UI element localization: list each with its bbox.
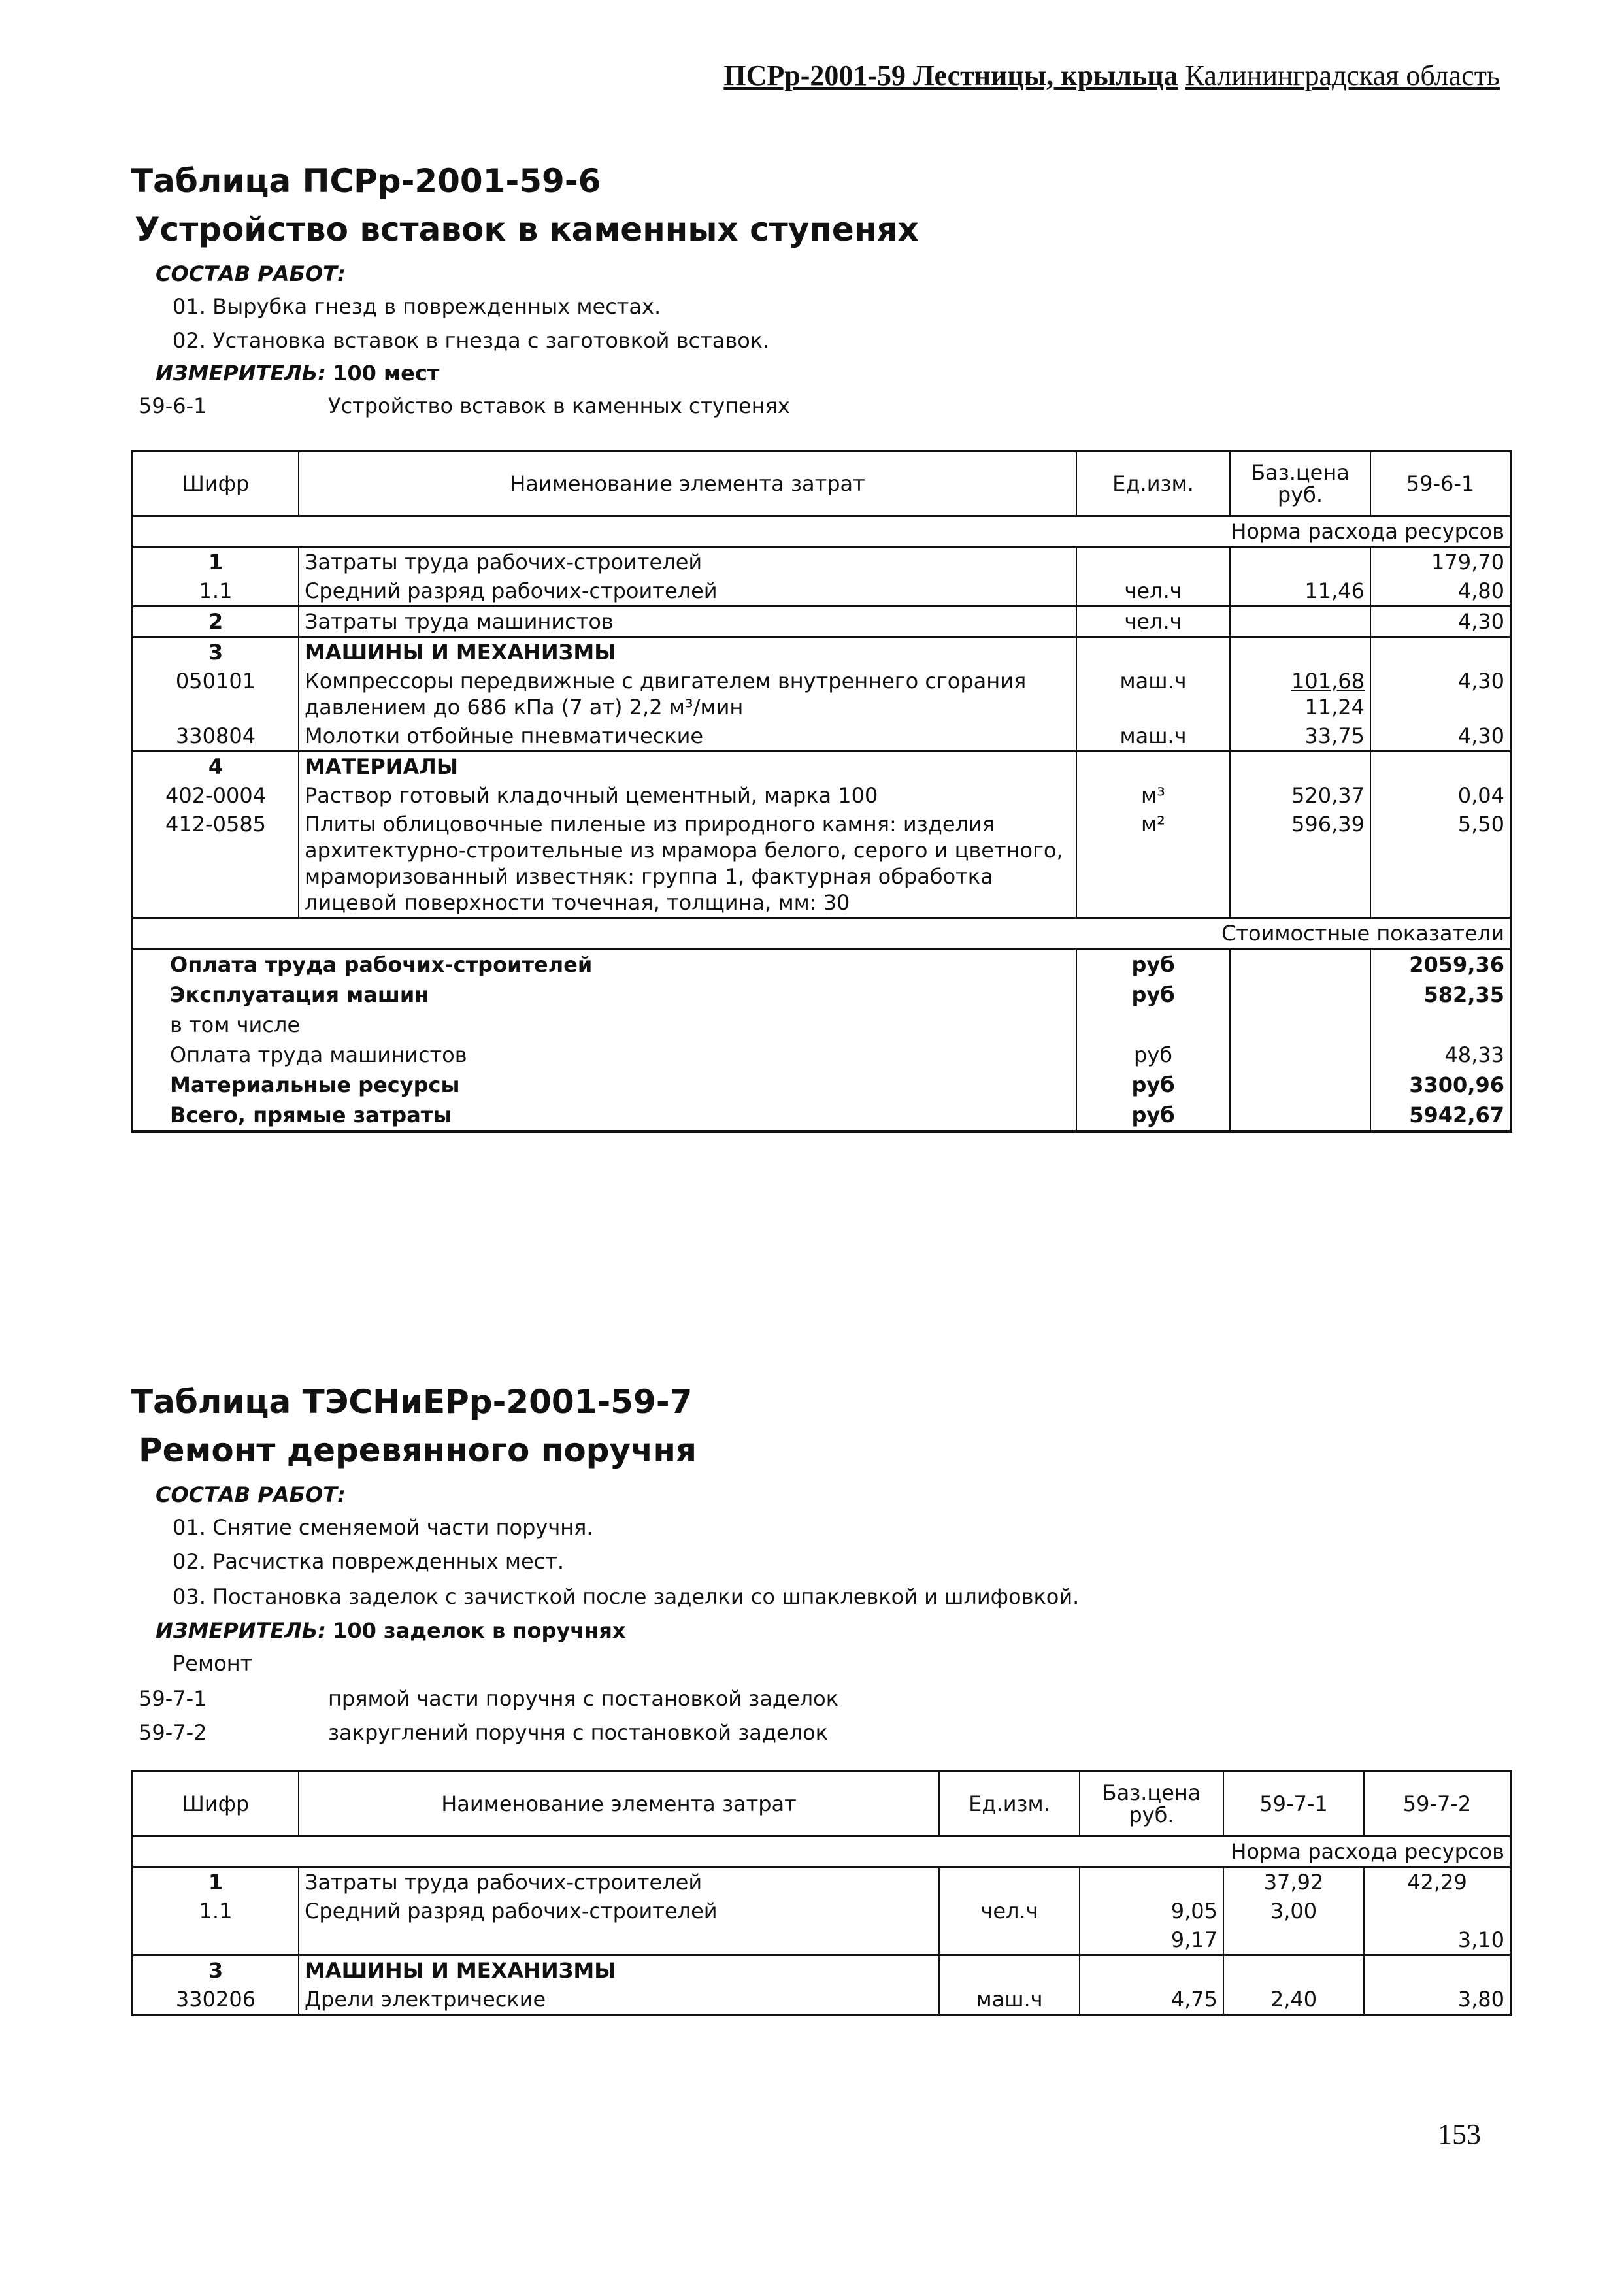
total-row — [132, 980, 1511, 1010]
col-header: Баз.цена руб. — [1080, 1771, 1223, 1837]
cell-unit: чел.ч — [939, 1897, 1080, 1925]
norm-label: Норма расхода ресурсов — [132, 516, 1511, 547]
total-name: в том числе — [132, 1010, 1076, 1040]
cell-code — [132, 1925, 299, 1955]
table-row — [132, 1867, 1511, 1897]
cell-value — [1223, 1955, 1364, 1986]
izmeritel-label: ИЗМЕРИТЕЛЬ: — [156, 361, 326, 386]
total-name: Материальные ресурсы — [132, 1070, 1076, 1100]
cell-code: 050101 — [132, 667, 299, 722]
code-desc: закруглений поручня с постановкой заделок — [328, 1720, 828, 1745]
price-value: 101,68 — [1291, 669, 1365, 693]
cell-price: 11,46 — [1230, 576, 1370, 607]
total-row — [132, 949, 1511, 980]
total-price — [1230, 949, 1370, 980]
table2-step-1: 01. Снятие сменяемой части поручня. — [173, 1515, 593, 1540]
cell-unit — [1076, 752, 1230, 782]
cell-name: МАТЕРИАЛЫ — [299, 752, 1076, 782]
cell-value: 4,30 — [1370, 667, 1511, 722]
cell-value — [1364, 1955, 1511, 1986]
total-row — [132, 1100, 1511, 1131]
col-header: 59-6-1 — [1370, 451, 1511, 516]
col-header: Ед.изм. — [1076, 451, 1230, 516]
cell-unit — [939, 1867, 1080, 1897]
total-value: 3300,96 — [1370, 1070, 1511, 1100]
total-value — [1370, 1010, 1511, 1040]
cell-value: 42,29 — [1364, 1867, 1511, 1897]
col-header: Ед.изм. — [939, 1771, 1080, 1837]
cell-value: 3,00 — [1223, 1897, 1364, 1925]
cell-name: Затраты труда рабочих-строителей — [299, 1867, 939, 1897]
cell-price — [1230, 607, 1370, 637]
table2-norms — [131, 1770, 1512, 2016]
cell-value: 4,80 — [1370, 576, 1511, 607]
table-row — [132, 1985, 1511, 2015]
header-doc-ref: ПСРр-2001-59 Лестницы, крыльца — [723, 59, 1178, 91]
cell-price — [1080, 1955, 1223, 1986]
table2-title: Таблица ТЭСНиЕРр-2001-59-7 — [131, 1383, 693, 1421]
cell-name — [299, 1925, 939, 1955]
cell-unit: чел.ч — [1076, 607, 1230, 637]
cell-value: 3,80 — [1364, 1985, 1511, 2015]
table1-norms — [131, 450, 1512, 1133]
total-name: Эксплуатация машин — [132, 980, 1076, 1010]
price-value-2: 11,24 — [1304, 695, 1365, 720]
total-value: 2059,36 — [1370, 949, 1511, 980]
cost-label: Стоимостные показатели — [132, 918, 1511, 949]
code-desc: прямой части поручня с постановкой заделок — [328, 1686, 839, 1711]
cell-code: 1.1 — [132, 576, 299, 607]
cell-code: 3 — [132, 1955, 299, 1986]
cell-value: 2,40 — [1223, 1985, 1364, 2015]
total-price — [1230, 980, 1370, 1010]
cell-value: 4,30 — [1370, 607, 1511, 637]
total-name: Оплата труда машинистов — [132, 1040, 1076, 1070]
table-row — [132, 637, 1511, 667]
table2-subtitle: Ремонт деревянного поручня — [139, 1431, 697, 1469]
total-price — [1230, 1010, 1370, 1040]
cell-price — [1230, 667, 1370, 722]
cell-name: МАШИНЫ И МЕХАНИЗМЫ — [299, 1955, 939, 1986]
cell-value: 3,10 — [1364, 1925, 1511, 1955]
cell-code: 412-0585 — [132, 810, 299, 918]
total-value: 48,33 — [1370, 1040, 1511, 1070]
col-header: Шифр — [132, 451, 299, 516]
total-price — [1230, 1070, 1370, 1100]
table2-step-3: 03. Постановка заделок с зачисткой после заделки со шпаклевкой и шлифовкой. — [173, 1584, 1080, 1609]
table1-step-2: 02. Установка вставок в гнезда с заготовкой вставок. — [173, 328, 770, 353]
table-header-row — [132, 1771, 1511, 1837]
cell-name: Плиты облицовочные пиленые из природного камня: изделия архитектурно-строительные из мрамора белого, серого и цветного, мраморизованный известняк: группа 1, фактурная обработка лицевой поверхности точечная, толщина, мм: 30 — [299, 810, 1076, 918]
table2-group-label: Ремонт — [173, 1651, 253, 1676]
table-row — [132, 781, 1511, 810]
table-row — [132, 1897, 1511, 1925]
page-number: 153 — [1438, 2118, 1481, 2150]
total-unit: руб — [1076, 1070, 1230, 1100]
cell-code: 402-0004 — [132, 781, 299, 810]
table-header-row — [132, 451, 1511, 516]
cell-name: Молотки отбойные пневматические — [299, 722, 1076, 752]
table1-title: Таблица ПСРр-2001-59-6 — [131, 162, 601, 200]
cell-name: Средний разряд рабочих-строителей — [299, 1897, 939, 1925]
cell-value — [1370, 752, 1511, 782]
col-header: Баз.цена руб. — [1230, 451, 1370, 516]
cell-price: 520,37 — [1230, 781, 1370, 810]
cell-code: 2 — [132, 607, 299, 637]
cell-value — [1364, 1897, 1511, 1925]
table-row — [132, 752, 1511, 782]
total-unit: руб — [1076, 980, 1230, 1010]
cell-price — [1230, 547, 1370, 577]
cell-code: 4 — [132, 752, 299, 782]
total-value: 5942,67 — [1370, 1100, 1511, 1131]
cell-code: 3 — [132, 637, 299, 667]
table1-code-line — [139, 393, 923, 420]
total-unit: руб — [1076, 1040, 1230, 1070]
cost-label-row — [132, 918, 1511, 949]
cell-price — [1080, 1867, 1223, 1897]
cell-price: 9,05 — [1080, 1897, 1223, 1925]
cell-unit — [939, 1925, 1080, 1955]
table2-code-line — [139, 1686, 1119, 1712]
total-row — [132, 1010, 1511, 1040]
cell-price: 9,17 — [1080, 1925, 1223, 1955]
cell-code: 1 — [132, 1867, 299, 1897]
cell-value: 5,50 — [1370, 810, 1511, 918]
norm-label: Норма расхода ресурсов — [132, 1837, 1511, 1867]
cell-price — [1230, 752, 1370, 782]
izmeritel-value: 100 мест — [333, 361, 440, 386]
cell-name: Затраты труда рабочих-строителей — [299, 547, 1076, 577]
total-name: Всего, прямые затраты — [132, 1100, 1076, 1131]
cell-code: 330206 — [132, 1985, 299, 2015]
cell-code: 1.1 — [132, 1897, 299, 1925]
col-header: 59-7-2 — [1364, 1771, 1511, 1837]
cell-name: МАШИНЫ И МЕХАНИЗМЫ — [299, 637, 1076, 667]
cell-value — [1223, 1925, 1364, 1955]
cell-unit — [1076, 547, 1230, 577]
code: 59-7-2 — [139, 1720, 207, 1745]
table-row — [132, 576, 1511, 607]
cell-unit: маш.ч — [1076, 667, 1230, 722]
total-row — [132, 1040, 1511, 1070]
col-header: Шифр — [132, 1771, 299, 1837]
cell-value: 179,70 — [1370, 547, 1511, 577]
cell-unit: маш.ч — [939, 1985, 1080, 2015]
cell-unit: чел.ч — [1076, 576, 1230, 607]
total-price — [1230, 1100, 1370, 1131]
total-unit: руб — [1076, 1100, 1230, 1131]
cell-name: Дрели электрические — [299, 1985, 939, 2015]
table-row — [132, 1925, 1511, 1955]
izmeritel-label: ИЗМЕРИТЕЛЬ: — [156, 1618, 326, 1643]
table-row — [132, 607, 1511, 637]
table-row — [132, 722, 1511, 752]
table2-code-line — [139, 1720, 1119, 1746]
cell-code: 1 — [132, 547, 299, 577]
norm-label-row — [132, 516, 1511, 547]
table-row — [132, 667, 1511, 722]
table2-sostav-label: СОСТАВ РАБОТ: — [156, 1482, 346, 1507]
table-row — [132, 1955, 1511, 1986]
cell-unit — [939, 1955, 1080, 1986]
table1-step-1: 01. Вырубка гнезд в поврежденных местах. — [173, 294, 661, 319]
table2-izmeritel — [156, 1618, 626, 1643]
col-header: Наименование элемента затрат — [299, 1771, 939, 1837]
cell-value: 0,04 — [1370, 781, 1511, 810]
code: 59-7-1 — [139, 1686, 207, 1711]
total-name: Оплата труда рабочих-строителей — [132, 949, 1076, 980]
code: 59-6-1 — [139, 393, 207, 418]
table1-subtitle: Устройство вставок в каменных ступенях — [135, 210, 919, 248]
cell-unit — [1076, 637, 1230, 667]
table-row — [132, 547, 1511, 577]
running-header — [680, 59, 1500, 92]
cell-value: 4,30 — [1370, 722, 1511, 752]
total-price — [1230, 1040, 1370, 1070]
cell-price — [1230, 637, 1370, 667]
cell-code: 330804 — [132, 722, 299, 752]
cell-name: Затраты труда машинистов — [299, 607, 1076, 637]
code-desc: Устройство вставок в каменных ступенях — [328, 393, 790, 418]
total-unit — [1076, 1010, 1230, 1040]
table-row — [132, 810, 1511, 918]
col-header: Наименование элемента затрат — [299, 451, 1076, 516]
cell-name: Раствор готовый кладочный цементный, марка 100 — [299, 781, 1076, 810]
cell-value: 37,92 — [1223, 1867, 1364, 1897]
cell-price: 596,39 — [1230, 810, 1370, 918]
cell-name: Компрессоры передвижные с двигателем внутреннего сгорания давлением до 686 кПа (7 ат) 2,2 м³/мин — [299, 667, 1076, 722]
cell-unit: м³ — [1076, 781, 1230, 810]
table1-sostav-label: СОСТАВ РАБОТ: — [156, 261, 346, 286]
col-header: 59-7-1 — [1223, 1771, 1364, 1837]
cell-unit: маш.ч — [1076, 722, 1230, 752]
norm-label-row — [132, 1837, 1511, 1867]
cell-name: Средний разряд рабочих-строителей — [299, 576, 1076, 607]
cell-unit: м² — [1076, 810, 1230, 918]
cell-value — [1370, 637, 1511, 667]
cell-price: 4,75 — [1080, 1985, 1223, 2015]
total-value: 582,35 — [1370, 980, 1511, 1010]
table1-izmeritel — [156, 361, 439, 386]
total-row — [132, 1070, 1511, 1100]
total-unit: руб — [1076, 949, 1230, 980]
table2-step-2: 02. Расчистка поврежденных мест. — [173, 1549, 565, 1574]
header-region: Калининградская область — [1185, 59, 1500, 91]
cell-price: 33,75 — [1230, 722, 1370, 752]
izmeritel-value: 100 заделок в поручнях — [333, 1618, 626, 1643]
